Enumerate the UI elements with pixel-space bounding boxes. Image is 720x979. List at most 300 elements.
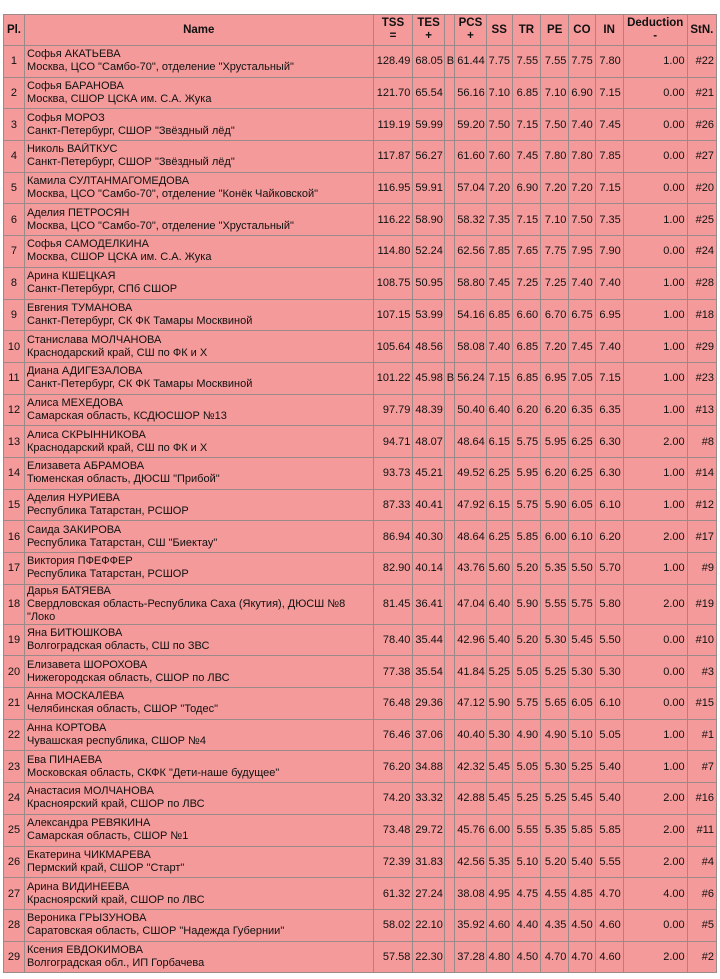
deduction-cell: 0.00 (623, 624, 687, 656)
start-number-cell: #12 (687, 489, 716, 521)
skater-cell (24, 814, 373, 846)
skater-club: Тюменская область, ДЮСШ "Прибой" (26, 473, 220, 486)
placement-cell: 10 (4, 331, 25, 363)
tr-cell: 7.15 (512, 204, 540, 236)
skater-club: Волгоградская обл., ИП Горбачева (26, 956, 205, 969)
table-row (4, 426, 717, 458)
tes-cell: 36.41 (413, 584, 444, 624)
pcs-cell: 48.64 (455, 426, 486, 458)
skater-name: Вероника ГРЫЗУНОВА (26, 912, 147, 925)
tr-cell: 7.45 (512, 141, 540, 173)
pcs-cell: 38.08 (455, 878, 486, 910)
table-row (4, 846, 717, 878)
ss-cell: 6.40 (486, 394, 512, 426)
pe-cell: 6.20 (541, 457, 569, 489)
in-cell: 7.85 (595, 141, 623, 173)
deduction-cell: 1.00 (623, 331, 687, 363)
tes-cell: 56.27 (413, 141, 444, 173)
table-row (4, 77, 717, 109)
co-cell: 5.45 (569, 624, 595, 656)
skater-name: Николь ВАЙТКУС (26, 143, 118, 156)
skater-club: Санкт-Петербург, СПб СШОР (26, 283, 178, 296)
tr-cell: 4.90 (512, 719, 540, 751)
table-row (4, 909, 717, 941)
skater-club: Москва, ЦСО "Самбо-70", отделение "Хрустальный" (26, 61, 294, 74)
pe-cell: 4.35 (541, 909, 569, 941)
tr-cell: 5.20 (512, 624, 540, 656)
pcs-cell: 50.40 (455, 394, 486, 426)
tes-cell: 58.90 (413, 204, 444, 236)
co-cell: 5.75 (569, 584, 595, 624)
tr-cell: 6.60 (512, 299, 540, 331)
pe-cell: 4.90 (541, 719, 569, 751)
table-row (4, 362, 717, 394)
co-cell: 6.25 (569, 426, 595, 458)
in-cell: 6.30 (595, 457, 623, 489)
tss-cell: 116.95 (373, 172, 413, 204)
skater-cell (24, 141, 373, 173)
placement-cell: 13 (4, 426, 25, 458)
deduction-cell: 1.00 (623, 751, 687, 783)
co-cell: 6.25 (569, 457, 595, 489)
placement-cell: 17 (4, 553, 25, 585)
co-cell: 5.10 (569, 719, 595, 751)
placement-cell: 28 (4, 909, 25, 941)
ss-cell: 5.40 (486, 624, 512, 656)
in-cell: 6.95 (595, 299, 623, 331)
placement-cell: 22 (4, 719, 25, 751)
tss-cell: 72.39 (373, 846, 413, 878)
skater-name: Анна МОСКАЛЁВА (26, 690, 125, 703)
pcs-cell: 42.32 (455, 751, 486, 783)
placement-cell: 18 (4, 584, 25, 624)
col-header-pe: PE (541, 15, 569, 46)
skater-name: Яна БИТЮШКОВА (26, 627, 123, 640)
pe-cell: 5.20 (541, 846, 569, 878)
co-cell: 5.85 (569, 814, 595, 846)
skater-name: Станислава МОЛЧАНОВА (26, 333, 162, 346)
deduction-cell: 2.00 (623, 783, 687, 815)
col-header-tr: TR (512, 15, 540, 46)
tes-cell: 29.72 (413, 814, 444, 846)
table-row (4, 521, 717, 553)
tss-cell: 82.90 (373, 553, 413, 585)
deduction-cell: 1.00 (623, 46, 687, 78)
deduction-cell: 0.00 (623, 141, 687, 173)
tr-cell: 7.25 (512, 267, 540, 299)
pcs-cell: 47.92 (455, 489, 486, 521)
tr-cell: 5.05 (512, 751, 540, 783)
ss-cell: 6.25 (486, 457, 512, 489)
skater-club: Свердловская область-Республика Саха (Якутия), ДЮСШ №8 (26, 597, 346, 610)
header-row (4, 15, 717, 46)
tr-cell: 6.20 (512, 394, 540, 426)
pcs-cell: 37.28 (455, 941, 486, 973)
mark-cell (444, 783, 454, 815)
ss-cell: 7.15 (486, 362, 512, 394)
skater-name: Елизавета ШОРОХОВА (26, 658, 148, 671)
mark-cell (444, 814, 454, 846)
ss-cell: 6.40 (486, 584, 512, 624)
in-cell: 5.05 (595, 719, 623, 751)
tr-cell: 6.90 (512, 172, 540, 204)
start-number-cell: #27 (687, 141, 716, 173)
tr-cell: 6.85 (512, 331, 540, 363)
co-cell: 6.90 (569, 77, 595, 109)
tes-cell: 40.41 (413, 489, 444, 521)
pe-cell: 6.95 (541, 362, 569, 394)
pe-cell: 5.35 (541, 553, 569, 585)
pcs-cell: 35.92 (455, 909, 486, 941)
tes-cell: 53.99 (413, 299, 444, 331)
tss-cell: 61.32 (373, 878, 413, 910)
start-number-cell: #7 (687, 751, 716, 783)
tes-cell: 50.95 (413, 267, 444, 299)
start-number-cell: #14 (687, 457, 716, 489)
table-row (4, 457, 717, 489)
co-cell: 7.95 (569, 236, 595, 268)
placement-cell: 21 (4, 688, 25, 720)
table-row (4, 204, 717, 236)
col-header-in: IN (595, 15, 623, 46)
table-row (4, 719, 717, 751)
in-cell: 7.90 (595, 236, 623, 268)
skater-club: Пермский край, СШОР "Старт" (26, 861, 185, 874)
in-cell: 7.15 (595, 77, 623, 109)
skater-cell (24, 553, 373, 585)
tes-cell: 59.99 (413, 109, 444, 141)
co-cell: 6.10 (569, 521, 595, 553)
start-number-cell: #11 (687, 814, 716, 846)
ss-cell: 6.00 (486, 814, 512, 846)
skater-name: Анна КОРТОВА (26, 722, 107, 735)
skater-cell (24, 109, 373, 141)
deduction-cell: 1.00 (623, 362, 687, 394)
skater-club: Чувашская республика, СШОР №4 (26, 735, 206, 748)
skater-cell (24, 236, 373, 268)
start-number-cell: #4 (687, 846, 716, 878)
skater-cell (24, 457, 373, 489)
skater-cell (24, 489, 373, 521)
skater-club: Санкт-Петербург, СШОР "Звёздный лёд" (26, 124, 235, 137)
pcs-cell: 47.12 (455, 688, 486, 720)
mark-cell (444, 204, 454, 236)
tes-cell: 68.05 (413, 46, 444, 78)
deduction-cell: 2.00 (623, 584, 687, 624)
skater-club: Самарская область, СШОР №1 (26, 830, 189, 843)
tr-cell: 5.75 (512, 426, 540, 458)
skater-name: Софья САМОДЕЛКИНА (26, 238, 149, 251)
pcs-cell: 56.24 (455, 362, 486, 394)
table-row (4, 751, 717, 783)
deduction-cell: 1.00 (623, 267, 687, 299)
table-row (4, 941, 717, 973)
mark-cell (444, 299, 454, 331)
col-header-co: CO (569, 15, 595, 46)
tss-cell: 78.40 (373, 624, 413, 656)
ss-cell: 7.75 (486, 46, 512, 78)
deduction-cell: 1.00 (623, 553, 687, 585)
skater-club: Санкт-Петербург, СШОР "Звёздный лёд" (26, 156, 235, 169)
deduction-cell: 0.00 (623, 688, 687, 720)
tes-cell: 45.21 (413, 457, 444, 489)
in-cell: 5.85 (595, 814, 623, 846)
mark-cell (444, 426, 454, 458)
tes-cell: 48.56 (413, 331, 444, 363)
skater-cell (24, 77, 373, 109)
in-cell: 6.30 (595, 426, 623, 458)
tr-cell: 4.75 (512, 878, 540, 910)
mark-cell (444, 172, 454, 204)
co-cell: 7.20 (569, 172, 595, 204)
ss-cell: 7.85 (486, 236, 512, 268)
pe-cell: 7.10 (541, 77, 569, 109)
tss-cell: 87.33 (373, 489, 413, 521)
deduction-cell: 0.00 (623, 236, 687, 268)
start-number-cell: #15 (687, 688, 716, 720)
in-cell: 5.80 (595, 584, 623, 624)
skater-club: Красноярский край, СШОР по ЛВС (26, 893, 205, 906)
placement-cell: 27 (4, 878, 25, 910)
start-number-cell: #28 (687, 267, 716, 299)
tr-cell: 5.85 (512, 521, 540, 553)
co-cell: 5.45 (569, 783, 595, 815)
in-cell: 5.40 (595, 751, 623, 783)
start-number-cell: #5 (687, 909, 716, 941)
tr-cell: 5.20 (512, 553, 540, 585)
mark-cell (444, 909, 454, 941)
ss-cell: 4.80 (486, 941, 512, 973)
pe-cell: 5.30 (541, 624, 569, 656)
skater-club: Самарская область, КСДЮСШОР №13 (26, 409, 227, 422)
pcs-cell: 57.04 (455, 172, 486, 204)
skater-cell (24, 688, 373, 720)
tss-cell: 74.20 (373, 783, 413, 815)
ss-cell: 7.20 (486, 172, 512, 204)
pe-cell: 7.75 (541, 236, 569, 268)
table-row (4, 489, 717, 521)
mark-cell (444, 553, 454, 585)
table-row (4, 814, 717, 846)
co-cell: 5.40 (569, 846, 595, 878)
tr-cell: 5.05 (512, 656, 540, 688)
skater-name: Арина ВИДИНЕЕВА (26, 880, 130, 893)
co-cell: 7.50 (569, 204, 595, 236)
ss-cell: 7.50 (486, 109, 512, 141)
skater-club: Нижегородская область, СШОР по ЛВС (26, 671, 230, 684)
tes-cell: 33.32 (413, 783, 444, 815)
table-row (4, 878, 717, 910)
tes-cell: 37.06 (413, 719, 444, 751)
tes-cell: 48.39 (413, 394, 444, 426)
placement-cell: 15 (4, 489, 25, 521)
tes-cell: 31.83 (413, 846, 444, 878)
placement-cell: 12 (4, 394, 25, 426)
placement-cell: 11 (4, 362, 25, 394)
pe-cell: 5.55 (541, 584, 569, 624)
pcs-cell: 58.80 (455, 267, 486, 299)
tr-cell: 5.75 (512, 489, 540, 521)
start-number-cell: #25 (687, 204, 716, 236)
mark-cell (444, 584, 454, 624)
start-number-cell: #13 (687, 394, 716, 426)
deduction-cell: 0.00 (623, 77, 687, 109)
co-cell: 5.30 (569, 656, 595, 688)
tr-cell: 5.10 (512, 846, 540, 878)
skater-name: Екатерина ЧИКМАРЕВА (26, 848, 151, 861)
tss-cell: 117.87 (373, 141, 413, 173)
mark-cell (444, 846, 454, 878)
tr-cell: 6.85 (512, 362, 540, 394)
placement-cell: 24 (4, 783, 25, 815)
tss-cell: 116.22 (373, 204, 413, 236)
start-number-cell: #10 (687, 624, 716, 656)
start-number-cell: #22 (687, 46, 716, 78)
tss-cell: 77.38 (373, 656, 413, 688)
tr-cell: 7.55 (512, 46, 540, 78)
col-header-ss: SS (486, 15, 512, 46)
deduction-cell: 0.00 (623, 909, 687, 941)
skater-club: Санкт-Петербург, СК ФК Тамары Москвиной (26, 378, 253, 391)
skater-name: Аделия НУРИЕВА (26, 491, 120, 504)
mark-cell (444, 719, 454, 751)
table-row (4, 236, 717, 268)
deduction-cell: 0.00 (623, 172, 687, 204)
ss-cell: 6.15 (486, 489, 512, 521)
pe-cell: 7.55 (541, 46, 569, 78)
co-cell: 7.75 (569, 46, 595, 78)
col-header-tes: TES + (413, 15, 444, 46)
ss-cell: 7.60 (486, 141, 512, 173)
deduction-cell: 4.00 (623, 878, 687, 910)
pe-cell: 5.30 (541, 751, 569, 783)
skater-name: Софья АКАТЬЕВА (26, 48, 121, 61)
pe-cell: 5.25 (541, 656, 569, 688)
pcs-cell: 40.40 (455, 719, 486, 751)
tss-cell: 121.70 (373, 77, 413, 109)
pcs-cell: 47.04 (455, 584, 486, 624)
placement-cell: 2 (4, 77, 25, 109)
skater-name: Аделия ПЕТРОСЯН (26, 206, 130, 219)
deduction-cell: 1.00 (623, 489, 687, 521)
mark-cell (444, 394, 454, 426)
placement-cell: 6 (4, 204, 25, 236)
table-row (4, 394, 717, 426)
mark-cell (444, 624, 454, 656)
skater-cell (24, 846, 373, 878)
pcs-cell: 56.16 (455, 77, 486, 109)
skater-club: Москва, ЦСО "Самбо-70", отделение "Хрустальный" (26, 219, 294, 232)
table-row (4, 172, 717, 204)
placement-cell: 1 (4, 46, 25, 78)
mark-cell (444, 457, 454, 489)
table-row (4, 109, 717, 141)
tss-cell: 58.02 (373, 909, 413, 941)
skater-cell (24, 751, 373, 783)
mark-cell (444, 941, 454, 973)
in-cell: 5.30 (595, 656, 623, 688)
skater-name: Ева ПИНАЕВА (26, 753, 102, 766)
pe-cell: 4.70 (541, 941, 569, 973)
tss-cell: 101.22 (373, 362, 413, 394)
deduction-cell: 1.00 (623, 719, 687, 751)
deduction-cell: 0.00 (623, 109, 687, 141)
start-number-cell: #8 (687, 426, 716, 458)
tss-cell: 76.46 (373, 719, 413, 751)
start-number-cell: #16 (687, 783, 716, 815)
skater-cell (24, 719, 373, 751)
pcs-cell: 45.76 (455, 814, 486, 846)
col-header-pcs: PCS + (455, 15, 486, 46)
ss-cell: 5.25 (486, 656, 512, 688)
tss-cell: 73.48 (373, 814, 413, 846)
table-row (4, 331, 717, 363)
mark-cell (444, 688, 454, 720)
tes-cell: 65.54 (413, 77, 444, 109)
skater-name: Дарья БАТЯЕВА (26, 584, 111, 597)
ss-cell: 7.35 (486, 204, 512, 236)
skater-cell (24, 267, 373, 299)
pe-cell: 5.35 (541, 814, 569, 846)
in-cell: 7.80 (595, 46, 623, 78)
in-cell: 5.40 (595, 783, 623, 815)
pe-cell: 7.50 (541, 109, 569, 141)
table-row (4, 624, 717, 656)
mark-cell (444, 489, 454, 521)
skater-club: Саратовская область, СШОР "Надежда Губернии" (26, 925, 285, 938)
skater-club-continued: "Локо (26, 610, 56, 623)
skater-name: Камила СУЛТАНМАГОМЕДОВА (26, 175, 190, 188)
col-header-mark (444, 15, 454, 46)
skater-club: Москва, ЦСО "Самбо-70", отделение "Конёк Чайковской" (26, 188, 319, 201)
placement-cell: 9 (4, 299, 25, 331)
skater-club: Республика Татарстан, РСШОР (26, 504, 189, 517)
placement-cell: 7 (4, 236, 25, 268)
pe-cell: 6.70 (541, 299, 569, 331)
pe-cell: 6.00 (541, 521, 569, 553)
col-header-stn: StN. (687, 15, 716, 46)
ss-cell: 6.25 (486, 521, 512, 553)
skater-cell (24, 656, 373, 688)
co-cell: 7.80 (569, 141, 595, 173)
skater-cell (24, 172, 373, 204)
tss-cell: 105.64 (373, 331, 413, 363)
co-cell: 4.50 (569, 909, 595, 941)
mark-cell: B (444, 46, 454, 78)
tes-cell: 40.30 (413, 521, 444, 553)
pcs-cell: 61.60 (455, 141, 486, 173)
co-cell: 6.05 (569, 489, 595, 521)
skater-cell (24, 394, 373, 426)
ss-cell: 7.10 (486, 77, 512, 109)
table-row (4, 141, 717, 173)
tss-cell: 94.71 (373, 426, 413, 458)
tes-cell: 35.54 (413, 656, 444, 688)
start-number-cell: #26 (687, 109, 716, 141)
tes-cell: 22.30 (413, 941, 444, 973)
tes-cell: 34.88 (413, 751, 444, 783)
skater-name: Евгения ТУМАНОВА (26, 301, 133, 314)
placement-cell: 16 (4, 521, 25, 553)
ss-cell: 6.15 (486, 426, 512, 458)
co-cell: 7.40 (569, 267, 595, 299)
skater-cell (24, 331, 373, 363)
start-number-cell: #1 (687, 719, 716, 751)
skater-cell (24, 204, 373, 236)
placement-cell: 25 (4, 814, 25, 846)
placement-cell: 29 (4, 941, 25, 973)
ss-cell: 5.45 (486, 783, 512, 815)
